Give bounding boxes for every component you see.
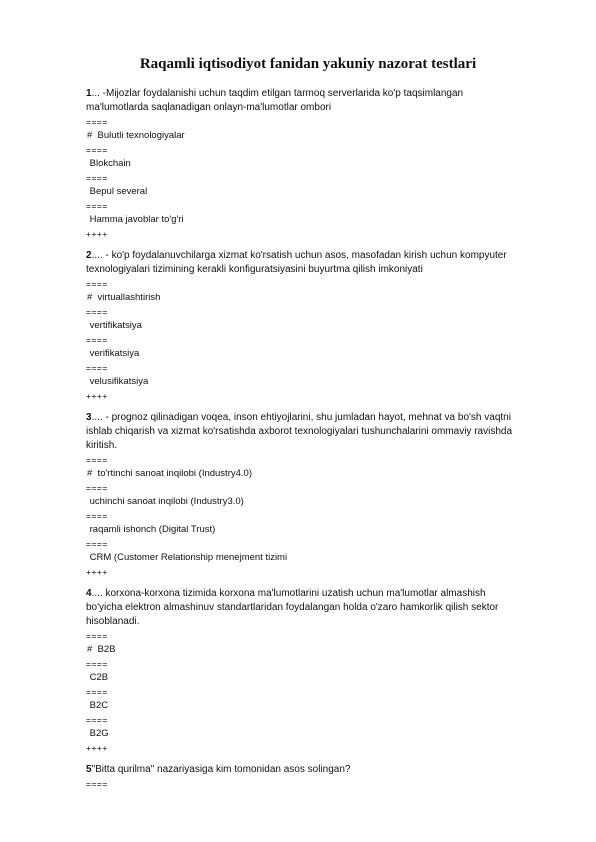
correct-answer-option: # B2B bbox=[87, 644, 116, 655]
question-text bbox=[86, 587, 516, 629]
separator-line: ==== bbox=[86, 117, 108, 127]
separator-line: ==== bbox=[86, 539, 108, 549]
separator-line: ==== bbox=[86, 307, 108, 317]
answer-option: verifikatsiya bbox=[87, 348, 140, 359]
separator-line: ==== bbox=[86, 201, 108, 211]
question-text bbox=[86, 763, 516, 777]
question-body: ... -Mijozlar foydalanishi uchun taqdim etilgan tarmoq serverlarida ko'p taqsimlangan ma'lumotlarda saqlanadigan onlayn-ma'lumotlar ombori bbox=[86, 88, 464, 113]
answer-option: vertifikatsiya bbox=[87, 320, 142, 331]
question-body: .... korxona-korxona tizimida korxona ma'lumotlarini uzatish uchun ma'lumotlar almashish bo'yicha elektron almashinuv standartlaridan foydalangan holda o'zaro hamkorlik qilish sektor hisoblanadi. bbox=[86, 588, 499, 627]
question-text bbox=[86, 249, 516, 277]
answer-option: Bepul several bbox=[87, 186, 148, 197]
separator-line: ++++ bbox=[86, 391, 108, 401]
question-body: "Bitta qurilma" nazariyasiga kim tomonidan asos solingan? bbox=[91, 764, 351, 775]
document-title: Raqamli iqtisodiyot fanidan yakuniy nazorat testlari bbox=[139, 56, 477, 72]
answer-option: Blokchain bbox=[87, 158, 131, 169]
separator-line: ==== bbox=[86, 715, 108, 725]
question-body: .... - prognoz qilinadigan voqea, inson ehtiyojlarini, shu jumladan hayot, mehnat va bo'sh vaqtni ishlab chiqarish va xizmat ko'rsatishda axborot texnologiyalari tushunchalarini ommaviy ravishda kiritish. bbox=[86, 412, 513, 451]
question-list bbox=[86, 87, 516, 791]
separator-line: ++++ bbox=[86, 743, 108, 753]
separator-line: ==== bbox=[86, 483, 108, 493]
question-number: 3 bbox=[86, 412, 92, 423]
question-block bbox=[86, 763, 516, 791]
question-body: .... - ko'p foydalanuvchilarga xizmat ko'rsatish uchun asos, masofadan kirish uchun kompyuter texnologiyalari tizimining kerakli konfiguratsiyasini buyurtma qilish imkoniyati bbox=[86, 250, 507, 275]
answer-option: velusifikatsiya bbox=[87, 376, 149, 387]
separator-line: ==== bbox=[86, 173, 108, 183]
correct-answer-option: # to'rtinchi sanoat inqilobi (Industry4.0) bbox=[87, 468, 252, 479]
answer-option: B2G bbox=[87, 728, 109, 739]
answer-option: CRM (Customer Relationship menejment tizimi bbox=[87, 552, 288, 563]
question-number: 1 bbox=[86, 88, 92, 99]
question-number: 2 bbox=[86, 250, 92, 261]
separator-line: ==== bbox=[86, 363, 108, 373]
separator-line: ==== bbox=[86, 631, 108, 641]
question-block bbox=[86, 587, 516, 755]
separator-line: ==== bbox=[86, 145, 108, 155]
question-block bbox=[86, 249, 516, 403]
question-block bbox=[86, 87, 516, 241]
question-block bbox=[86, 411, 516, 579]
answer-option: uchinchi sanoat inqilobi (Industry3.0) bbox=[87, 496, 244, 507]
answer-option: C2B bbox=[87, 672, 109, 683]
separator-line: ==== bbox=[86, 779, 108, 789]
answer-option: Hamma javoblar to'g'ri bbox=[87, 214, 184, 225]
answer-option: B2C bbox=[87, 700, 109, 711]
answer-option: raqamli ishonch (Digital Trust) bbox=[87, 524, 216, 535]
separator-line: ==== bbox=[86, 687, 108, 697]
question-text bbox=[86, 87, 516, 115]
separator-line: ==== bbox=[86, 455, 108, 465]
separator-line: ++++ bbox=[86, 229, 108, 239]
separator-line: ==== bbox=[86, 511, 108, 521]
separator-line: ==== bbox=[86, 279, 108, 289]
separator-line: ==== bbox=[86, 659, 108, 669]
question-number: 4 bbox=[86, 588, 92, 599]
separator-line: ==== bbox=[86, 335, 108, 345]
correct-answer-option: # Bulutli texnologiyalar bbox=[87, 130, 185, 141]
question-text bbox=[86, 411, 516, 453]
separator-line: ++++ bbox=[86, 567, 108, 577]
question-number: 5 bbox=[86, 764, 92, 775]
correct-answer-option: # virtuallashtirish bbox=[87, 292, 161, 303]
